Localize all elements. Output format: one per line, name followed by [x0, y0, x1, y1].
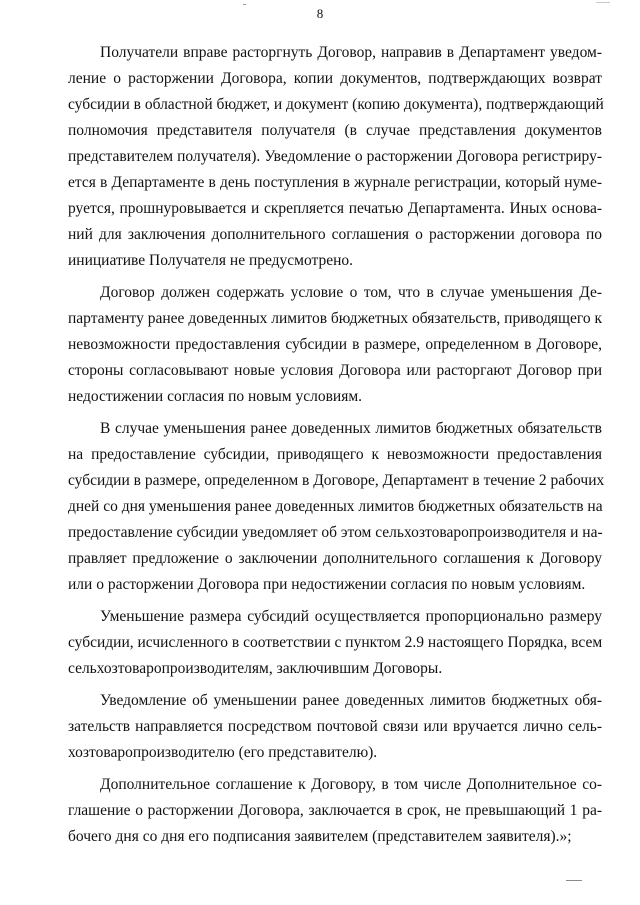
paragraph-line: Уменьшение размера субсидий осуществляется пропорционально размеру [100, 608, 602, 625]
paragraph-line: ется в Департаменте в день поступления в журнале регистрации, который нуме- [68, 174, 602, 191]
page-number: 8 [316, 6, 324, 21]
paragraph-line: невозможности предоставления субсидии в размере, определенном в Договоре, [68, 336, 602, 353]
paragraph-line: бочего дня со дня его подписания заявителем (представителем заявителя).»; [68, 828, 572, 845]
paragraph-line: правляет предложение о заключении дополнительного соглашения к Договору [68, 550, 602, 567]
paragraph-notice-delivery [68, 688, 602, 766]
paragraph-line: хозтоваропроизводителю (его представителю). [68, 744, 378, 761]
paragraph-line: Дополнительное соглашение к Договору, в том числе Дополнительное со- [100, 776, 602, 793]
paragraph-line: партаменту ранее доведенных лимитов бюджетных обязательств, приводящего к [68, 310, 602, 327]
paragraph-line: субсидии в областной бюджет, и документ (копию документа), подтверждающий [68, 96, 604, 113]
paragraph-line: дней со дня уменьшения ранее доведенных лимитов бюджетных обязательств на [68, 498, 603, 515]
scan-mark-top [243, 4, 246, 5]
scan-mark-bottom-right [566, 880, 582, 881]
paragraph-line: ний для заключения дополнительного соглашения о расторжении договора по [68, 226, 602, 243]
paragraph-line: сельхозтоваропроизводителям, заключившим Договоры. [68, 660, 443, 677]
paragraph-line: Получатели вправе расторгнуть Договор, направив в Департамент уведом- [100, 44, 602, 61]
document-body [68, 40, 605, 850]
paragraph-line: Договор должен содержать условие о том, что в случае уменьшения Де- [100, 284, 602, 301]
paragraph-line: зательств направляется посредством почтовой связи или вручается лично сель- [68, 718, 602, 735]
paragraph-line: предоставление субсидии уведомляет об этом сельхозтоваропроизводителя и на- [68, 524, 603, 541]
paragraph-line: представителем получателя). Уведомление о расторжении Договора регистриру- [68, 148, 602, 165]
paragraph-supplementary-agreement [68, 772, 602, 850]
paragraph-line: субсидии, исчисленного в соответствии с пунктом 2.9 настоящего Порядка, всем [68, 634, 603, 651]
paragraph-line: на предоставление субсидии, приводящего к невозможности предоставления [68, 446, 602, 463]
paragraph-line: или о расторжении Договора при недостижении согласия по новым условиям. [68, 576, 586, 593]
paragraph-line: полномочия представителя получателя (в случае представления документов [68, 122, 602, 139]
paragraph-line: ление о расторжении Договора, копии документов, подтверждающих возврат [68, 70, 602, 87]
paragraph-line: стороны согласовывают новые условия Договора или расторгают Договор при [68, 362, 602, 379]
paragraph-line: Уведомление об уменьшении ранее доведенных лимитов бюджетных обя- [100, 692, 602, 709]
paragraph-line: В случае уменьшения ранее доведенных лимитов бюджетных обязательств [100, 420, 602, 437]
paragraph-termination-notice [68, 40, 602, 274]
paragraph-proportional-reduction [68, 604, 602, 682]
paragraph-line: руется, прошнуровывается и скрепляется печатью Департамента. Иных основа- [68, 200, 602, 217]
paragraph-limit-reduction [68, 416, 605, 598]
scan-mark-top-right [596, 2, 610, 3]
paragraph-contract-condition [68, 280, 602, 410]
paragraph-line: субсидии в размере, определенном в Договоре, Департамент в течение 2 рабочих [68, 472, 605, 489]
paragraph-line: глашение о расторжении Договора, заключается в срок, не превышающий 1 ра- [68, 802, 602, 819]
paragraph-line: инициативе Получателя не предусмотрено. [68, 252, 354, 269]
paragraph-line: недостижении согласия по новым условиям. [68, 388, 363, 405]
